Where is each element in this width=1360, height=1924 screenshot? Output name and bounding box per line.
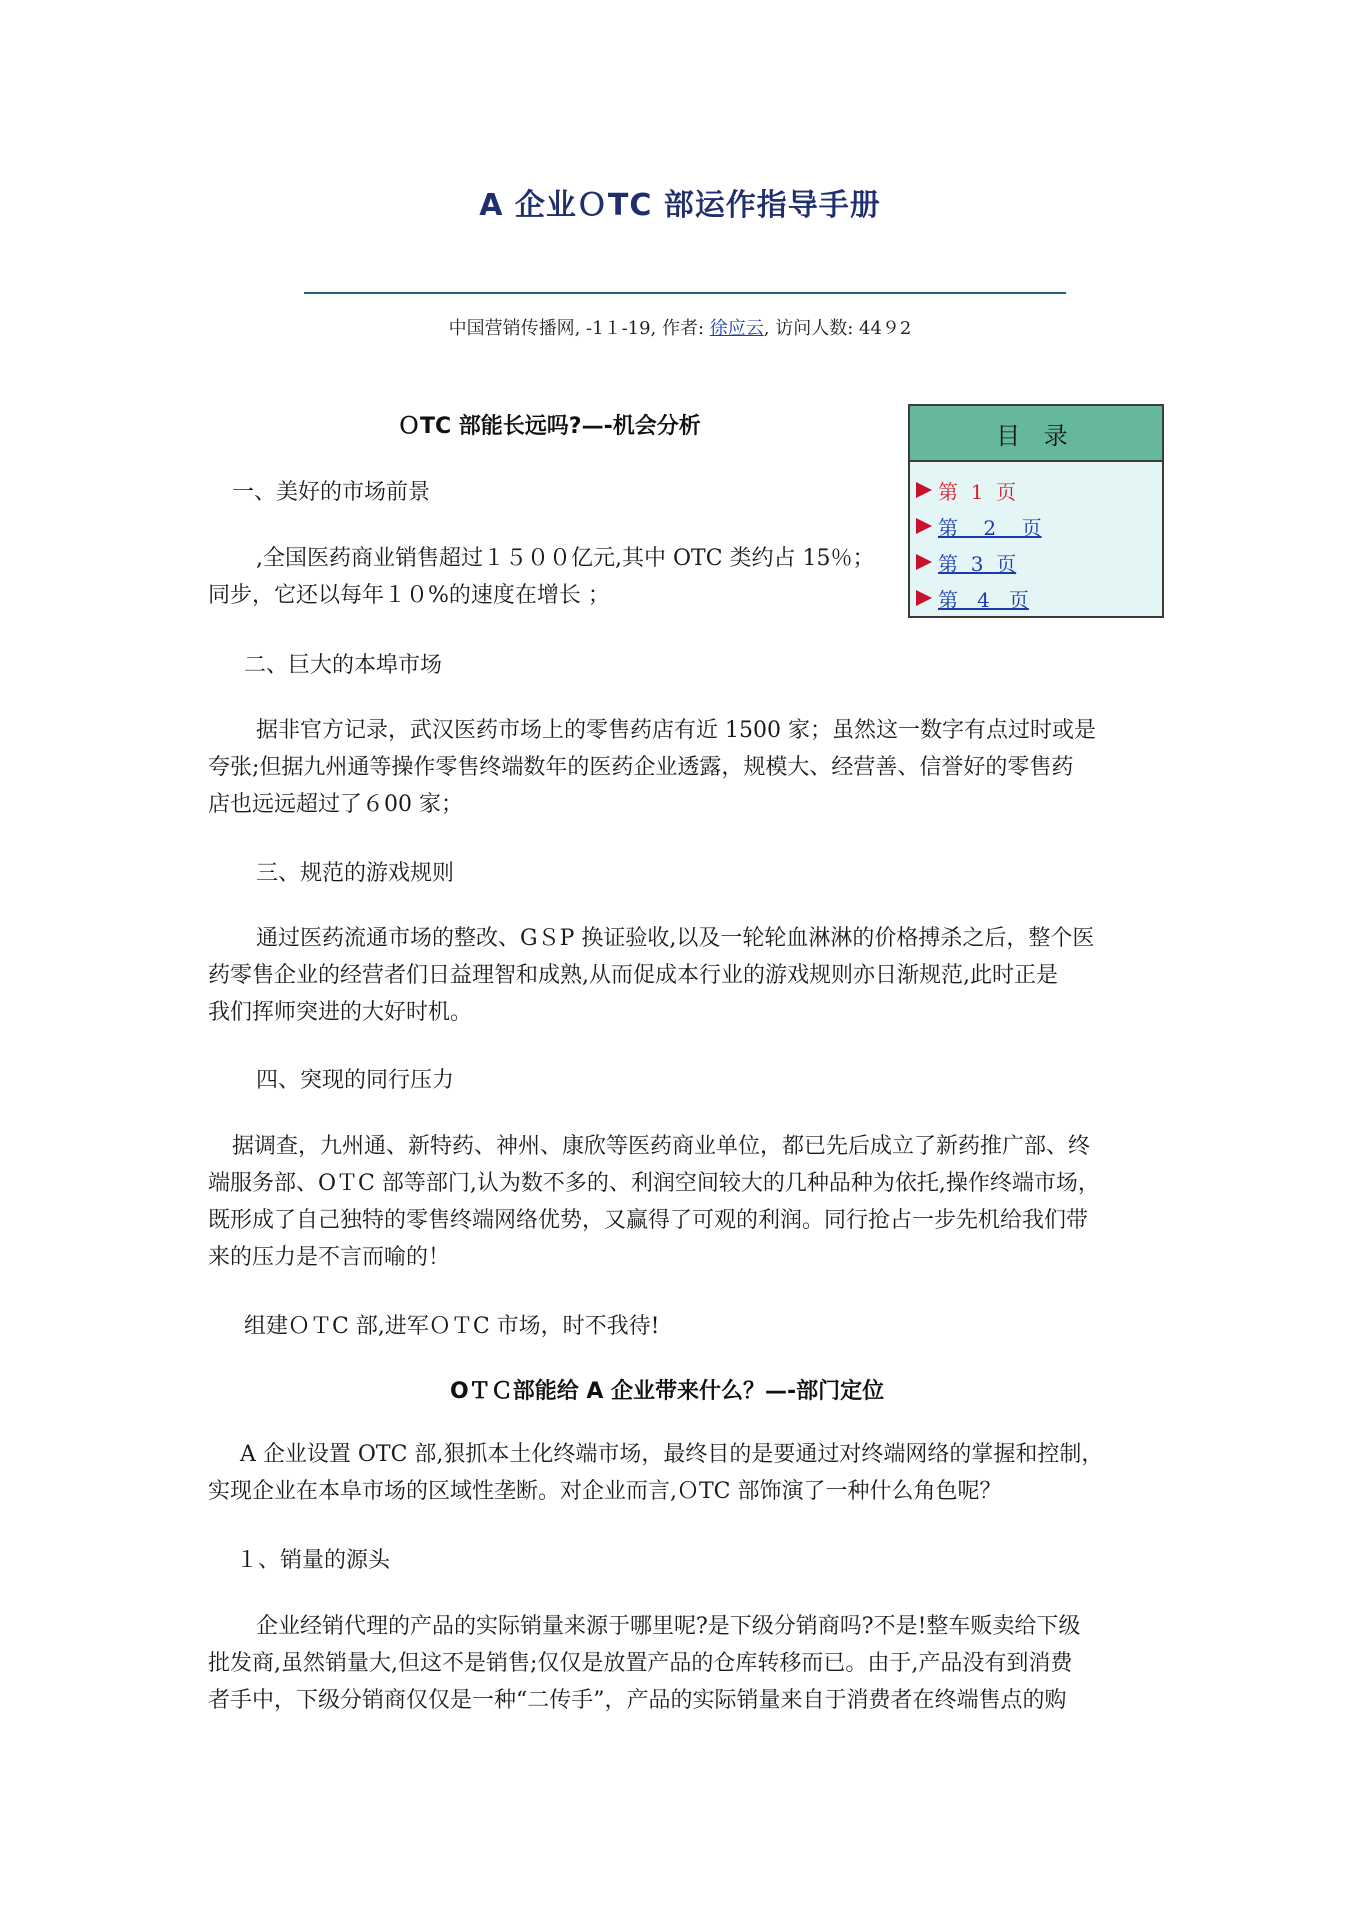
author-link[interactable]: 徐应云 [709, 318, 764, 339]
paragraph-line: 来的压力是不言而喻的！ [208, 1245, 451, 1270]
paragraph-game-rules [208, 920, 1170, 1031]
subheading-peer-pressure: 四、突现的同行压力 [256, 1068, 455, 1093]
paragraph-peer-pressure [208, 1128, 1170, 1276]
article-meta [0, 314, 1360, 340]
paragraph-line: 组建ＯＴC 部,进军ＯＴC 市场，时不我待! [244, 1314, 660, 1339]
subheading-game-rules: 三、规范的游戏规则 [256, 861, 455, 886]
section-title-positioning: OＴＣ部能给 A 企业带来什么？—-部门定位 [450, 1379, 885, 1404]
toc-link-page-3[interactable]: 第 3 页 [938, 551, 1017, 576]
toc-item-page-1[interactable] [910, 472, 1162, 508]
paragraph-line: 者手中，下级分销商仅仅是一种“二传手”，产品的实际销量来自于消费者在终端售点的购 [208, 1688, 1067, 1713]
toc-link-page-4[interactable]: 第 4 页 [938, 587, 1029, 612]
paragraph-line: 既形成了自己独特的零售终端网络优势，又赢得了可观的利润。同行抢占一步先机给我们带 [208, 1208, 1089, 1233]
paragraph-line: 夸张;但据九州通等操作零售终端数年的医药企业透露，规模大、经营善、信誉好的零售药 [208, 755, 1074, 780]
section-title-opportunity: ＯTC 部能长远吗?—-机会分析 [398, 414, 701, 439]
toc-link-page-1[interactable]: 第 1 页 [938, 479, 1017, 504]
arrow-right-icon [916, 482, 932, 498]
paragraph-local-market [208, 712, 1170, 823]
meta-visits: , 访问人数: 44９2 [763, 318, 912, 339]
toc-item-page-4[interactable] [910, 580, 1162, 616]
paragraph-line: 实现企业在本阜市场的区域性垄断。对企业而言,ＯTC 部饰演了一种什么角色呢？ [208, 1479, 1002, 1504]
arrow-right-icon [916, 590, 932, 606]
subheading-market-prospect: 一、美好的市场前景 [232, 480, 431, 505]
title-divider [304, 292, 1066, 294]
arrow-right-icon [916, 518, 932, 534]
paragraph-positioning [208, 1436, 1170, 1510]
paragraph-line: 店也远远超过了６00 家； [208, 792, 463, 817]
arrow-right-icon [916, 554, 932, 570]
document-title: A 企业ＯTC 部运作指导手册 [479, 188, 881, 223]
paragraph-line: 药零售企业的经营者们日益理智和成熟,从而促成本行业的游戏规则亦日渐规范,此时正是 [208, 963, 1058, 988]
paragraph-call-to-action [208, 1308, 1170, 1345]
meta-source-date: 中国营销传播网, -1１-19, 作者: [448, 318, 710, 339]
subheading-local-market: 二、巨大的本埠市场 [244, 653, 443, 678]
subheading-sales-source: １、销量的源头 [236, 1548, 391, 1573]
toc-link-page-2[interactable]: 第 2 页 [938, 515, 1042, 540]
paragraph-line: 据非官方记录，武汉医药市场上的零售药店有近 1500 家；虽然这一数字有点过时或是 [256, 718, 1096, 743]
paragraph-line: 据调查，九州通、新特药、神州、康欣等医药商业单位，都已先后成立了新药推广部、终 [232, 1134, 1091, 1159]
paragraph-line: 同步，它还以每年１０%的速度在增长 ； [208, 583, 610, 608]
paragraph-line: A 企业设置 OTC 部,狠抓本土化终端市场，最终目的是要通过对终端网络的掌握和控制， [240, 1442, 1104, 1467]
paragraph-line: 我们挥师突进的大好时机。 [208, 1000, 473, 1025]
toc-item-page-3[interactable] [910, 544, 1162, 580]
paragraph-line: 企业经销代理的产品的实际销量来源于哪里呢?是下级分销商吗?不是!整车贩卖给下级 [256, 1614, 1081, 1639]
paragraph-sales-source [208, 1608, 1170, 1719]
table-of-contents [908, 404, 1164, 618]
paragraph-line: 通过医药流通市场的整改、GＳP 换证验收,以及一轮轮血淋淋的价格搏杀之后，整个医 [256, 926, 1095, 951]
paragraph-line: 批发商,虽然销量大,但这不是销售;仅仅是放置产品的仓库转移而已。由于,产品没有到消费 [208, 1651, 1073, 1676]
paragraph-market-prospect [208, 540, 898, 614]
paragraph-line: ,全国医药商业销售超过１５００亿元,其中 OTC 类约占 15％； [256, 546, 875, 571]
toc-header: 目 录 [910, 406, 1162, 462]
toc-item-page-2[interactable] [910, 508, 1162, 544]
paragraph-line: 端服务部、OＴC 部等部门,认为数不多的、利润空间较大的几种品种为依托,操作终端市场， [208, 1171, 1100, 1196]
toc-list [910, 462, 1162, 616]
